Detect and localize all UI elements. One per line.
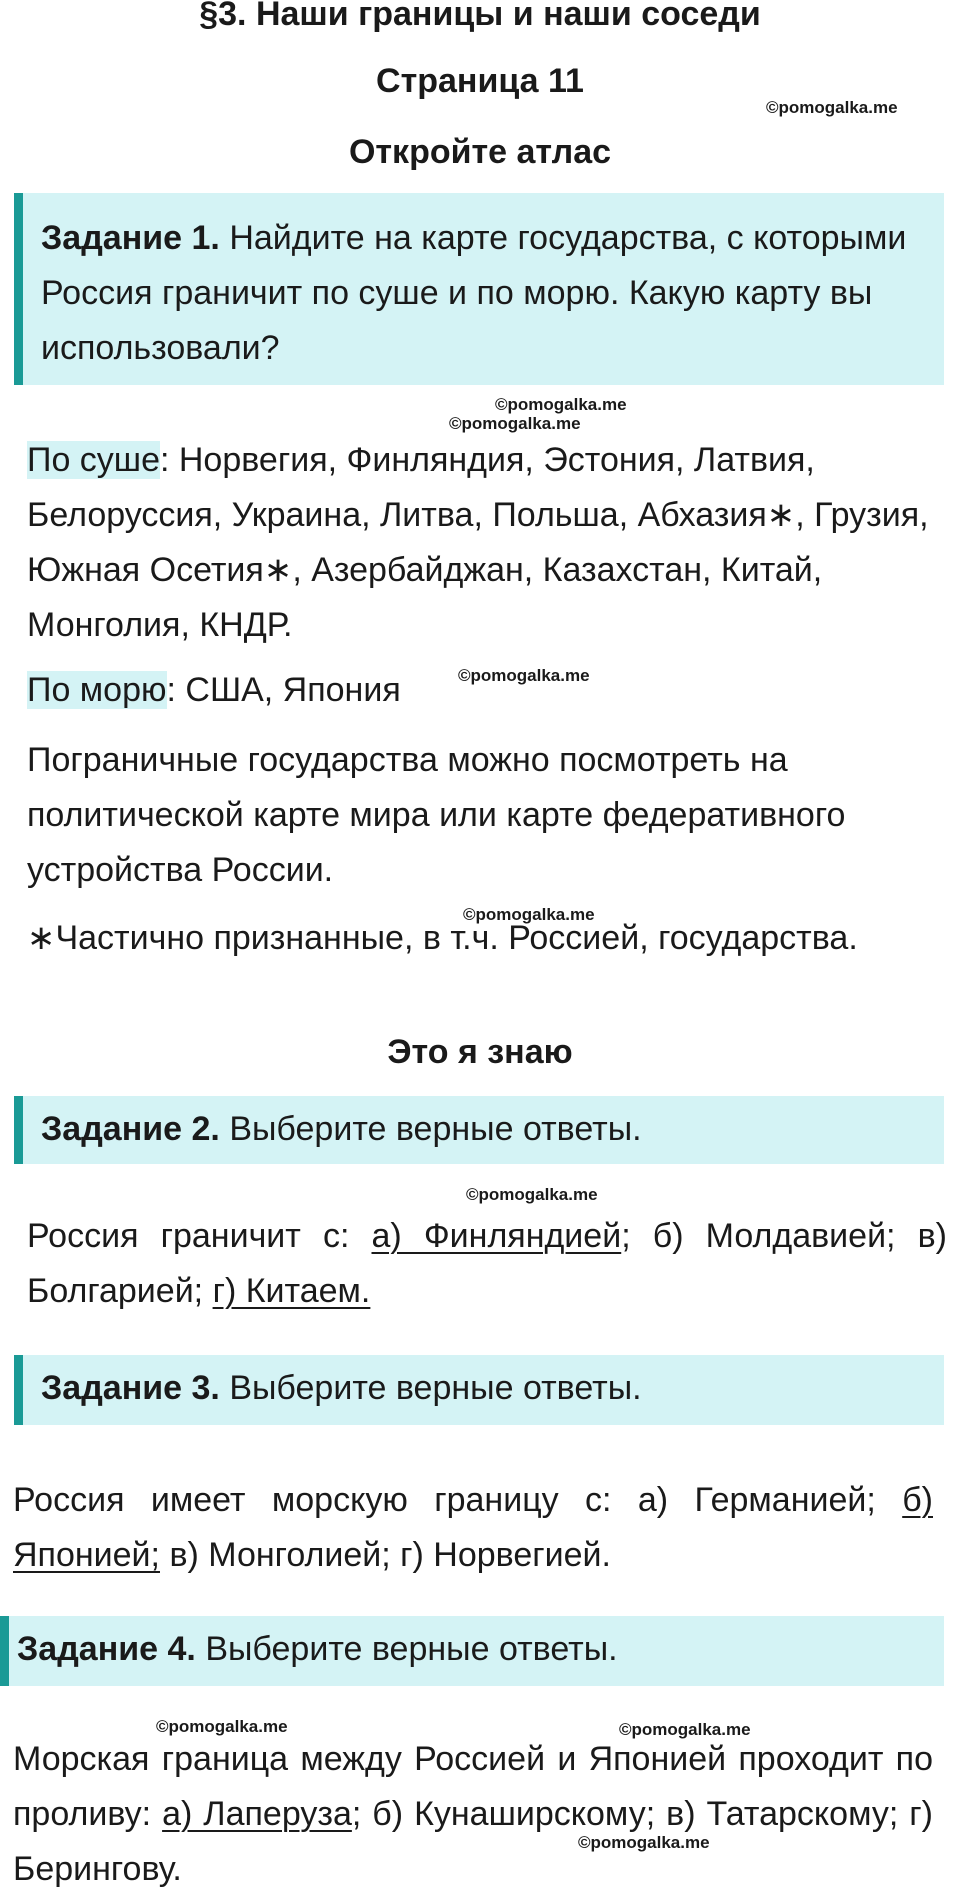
answer-3-prefix: Россия имеет морскую границу с: а) Германией; <box>13 1481 903 1519</box>
answer-2-correct-a: а) Финляндией <box>371 1217 622 1255</box>
task-2-text: Выберите верные ответы. <box>229 1110 642 1148</box>
sea-label: По морю <box>27 671 167 709</box>
answer-1-map-note: Пограничные государства можно посмотреть на политической карте мира или карте федеративного устройства России. <box>27 741 846 889</box>
answer-4-prefix: Морская граница между Россией и Японией проходит по проливу: <box>13 1740 933 1833</box>
task-3-label: Задание 3. <box>41 1369 220 1407</box>
answer-4-suffix: ; б) Кунаширскому; в) Татарскому; г) Берингову. <box>13 1795 933 1888</box>
watermark: ©pomogalka.me <box>619 1720 751 1739</box>
land-countries: : Норвегия, Финляндия, Эстония, Латвия, Белоруссия, Украина, Литва, Польша, Абхазия∗, Грузия, Южная Осетия∗, Азербайджан, Казахстан, Китай, Монголия, КНДР. <box>27 441 929 644</box>
land-label: По суше <box>27 441 160 479</box>
task-2-label: Задание 2. <box>41 1110 220 1148</box>
page-title: §3. Наши границы и наши соседи <box>199 0 761 33</box>
watermark: ©pomogalka.me <box>495 395 627 414</box>
task-3-text: Выберите верные ответы. <box>229 1369 642 1407</box>
watermark: ©pomogalka.me <box>766 98 898 117</box>
section-heading-i-know: Это я знаю <box>387 1033 573 1071</box>
task-1-text: Найдите на карте государства, с которыми Россия граничит по суше и по морю. Какую карту вы использовали? <box>41 219 907 367</box>
watermark: ©pomogalka.me <box>458 666 590 685</box>
task-1-label: Задание 1. <box>41 219 220 257</box>
sea-countries: : США, Япония <box>166 671 401 709</box>
answer-3-suffix: в) Монголией; г) Норвегией. <box>160 1536 611 1574</box>
answer-2 <box>27 1209 947 1319</box>
section-heading-atlas: Откройте атлас <box>348 133 612 171</box>
watermark: ©pomogalka.me <box>466 1185 598 1204</box>
answer-3 <box>13 1473 933 1583</box>
answer-3-correct-b: б) Японией; <box>13 1481 933 1574</box>
task-2-box <box>14 1096 944 1164</box>
task-4-box <box>0 1616 944 1686</box>
answer-4-correct-a: а) Лаперуза <box>162 1795 352 1833</box>
task-4-text: Выберите верные ответы. <box>205 1630 618 1668</box>
answer-1-footnote: ∗Частично признанные, в т.ч. Россией, государства. <box>27 919 858 957</box>
watermark: ©pomogalka.me <box>156 1717 288 1736</box>
page-number: Страница 11 <box>376 62 584 100</box>
watermark: ©pomogalka.me <box>578 1833 710 1852</box>
task-1-box <box>14 193 944 385</box>
answer-2-middle: ; б) Молдавией; в) Болгарией; <box>27 1217 947 1310</box>
answer-1-land <box>27 433 937 653</box>
task-3-box <box>14 1355 944 1425</box>
task-4-label: Задание 4. <box>17 1630 196 1668</box>
answer-4 <box>13 1732 933 1897</box>
answer-2-prefix: Россия граничит с: <box>27 1217 372 1255</box>
answer-2-correct-g: г) Китаем. <box>212 1272 371 1310</box>
watermark: ©pomogalka.me <box>463 905 595 924</box>
watermark: ©pomogalka.me <box>449 414 581 433</box>
